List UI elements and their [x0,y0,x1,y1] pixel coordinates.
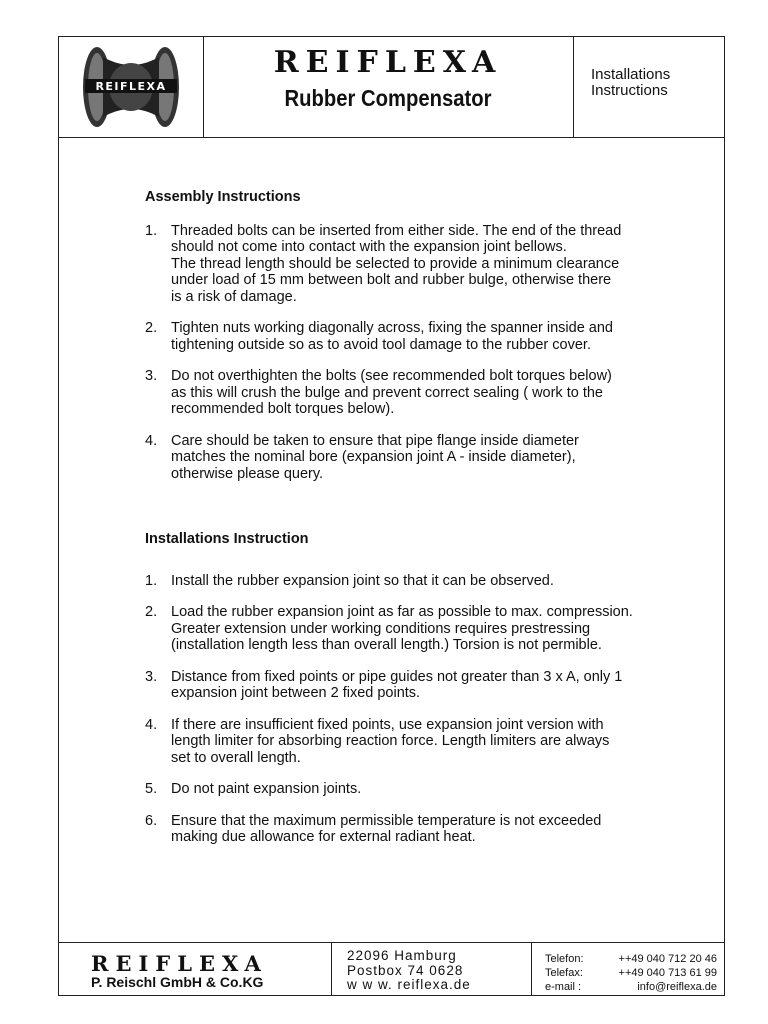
list-item [145,573,685,590]
installation-section-title: Installations Instruction [145,531,309,547]
list-item-line: under load of 15 mm between bolt and rubber bulge, otherwise there [171,272,612,288]
doc-type-line2: Instructions [591,82,668,99]
list-item-number: 3. [145,368,158,384]
address-website[interactable]: w w w. reiflexa.de [347,977,471,992]
list-item-line: tightening outside so as to avoid tool damage to the rubber cover. [171,336,591,353]
list-item-line: length limiter for absorbing reaction force. Length limiters are always [171,733,610,749]
list-item-line: set to overall length. [171,749,301,766]
compensator-logo-icon [81,43,181,131]
list-item-line: Tighten nuts working diagonally across, fixing the spanner inside and [171,320,613,336]
list-item-number: 3. [145,668,158,685]
installation-list [145,573,685,846]
list-item-line: as this will crush the bulge and prevent correct sealing ( work to the [171,384,603,401]
logo-text: REIFLEXA [95,80,167,93]
list-item-line: The thread length should be selected to provide a minimum clearance [171,255,620,272]
list-item-number: 1. [145,572,158,589]
list-item-line: Install the rubber expansion joint so that it can be observed. [171,572,554,589]
list-item-number: 2. [145,320,158,336]
list-item-line: should not come into contact with the expansion joint bellows. [171,239,567,255]
footer-company: P. Reischl GmbH & Co.KG [91,974,264,990]
list-item-line: recommended bolt torques below). [171,401,395,417]
fax-label: Telefax: [545,967,583,979]
email-value[interactable]: info@reiflexa.de [637,981,717,993]
document-header [59,37,724,138]
page-frame [58,36,725,996]
brand-title: REIFLEXA [273,45,503,80]
logo-cell [59,37,204,137]
list-item-line: Load the rubber expansion joint as far as possible to max. compression. [171,604,633,620]
contact-fax [545,966,717,980]
contact-email [545,980,717,994]
footer-contact-cell [531,943,724,995]
list-item [145,604,685,654]
list-item-line: is a risk of damage. [171,288,297,305]
document-subtitle: Rubber Compensator [284,85,492,111]
list-item [145,223,685,306]
footer-address-cell [331,943,532,995]
address-postbox: Postbox 74 0628 [347,962,464,978]
list-item-line: If there are insufficient fixed points, use expansion joint version with [171,716,604,733]
list-item-number: 2. [145,604,158,620]
list-item-line: Greater extension under working conditions requires prestressing [171,620,591,637]
list-item-number: 6. [145,812,158,829]
list-item [145,813,685,846]
list-item [145,368,685,418]
doc-type-line1: Installations [591,66,671,83]
list-item-line: Threaded bolts can be inserted from either side. The end of the thread [171,222,622,239]
doc-type [591,67,670,99]
doc-type-cell [573,37,724,137]
list-item-number: 5. [145,781,158,797]
list-item-line: Ensure that the maximum permissible temperature is not exceeded [171,812,602,829]
list-item [145,717,685,767]
list-item-line: (installation length less than overall length.) Torsion is not permible. [171,637,602,653]
footer-brand: REIFLEXA [91,951,268,976]
list-item [145,320,685,353]
list-item-line: otherwise please query. [171,465,324,482]
list-item [145,669,685,702]
document-body [145,187,685,846]
footer-contact [545,952,717,994]
email-label: e-mail : [545,981,582,993]
list-item-line: expansion joint between 2 fixed points. [171,685,421,701]
assembly-list [145,223,685,483]
footer-company-cell [59,943,332,995]
list-item-number: 4. [145,432,158,449]
footer-address [347,949,471,993]
list-item-line: Care should be taken to ensure that pipe flange inside diameter [171,432,579,449]
list-item-line: making due allowance for external radiant heat. [171,829,476,845]
list-item-line: Distance from fixed points or pipe guides not greater than 3 x A, only 1 [171,668,623,685]
phone-label: Telefon: [545,953,584,965]
list-item-number: 4. [145,716,158,733]
title-cell [203,37,574,137]
list-item-line: matches the nominal bore (expansion joint A - inside diameter), [171,449,576,465]
document-footer [59,942,724,995]
contact-phone [545,952,717,966]
list-item-line: Do not paint expansion joints. [171,781,362,797]
assembly-section-title: Assembly Instructions [145,189,301,205]
fax-value: ++49 040 713 61 99 [618,967,717,979]
list-item-line: Do not overthighten the bolts (see recommended bolt torques below) [171,368,612,384]
list-item-number: 1. [145,222,158,239]
address-city: 22096 Hamburg [347,948,457,963]
list-item [145,781,685,798]
list-item [145,433,685,483]
phone-value[interactable]: ++49 040 712 20 46 [618,953,717,965]
